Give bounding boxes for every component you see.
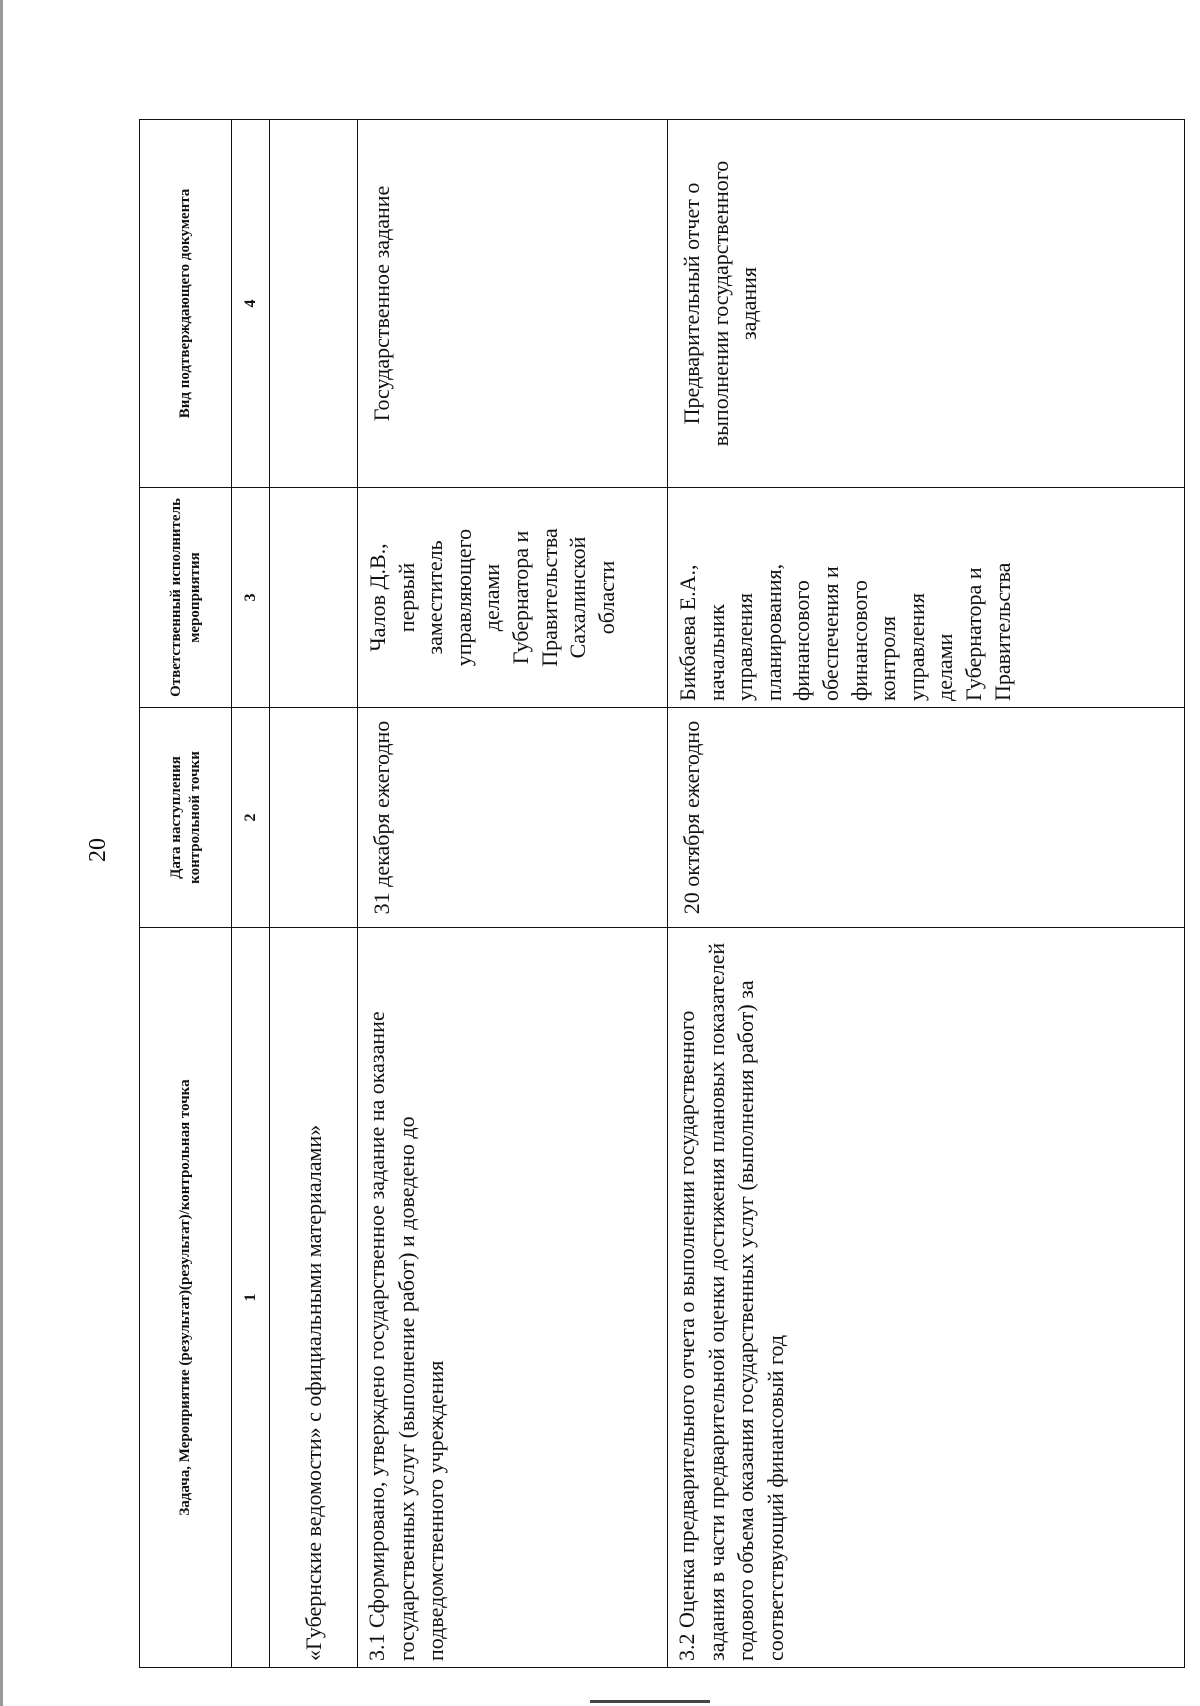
column-number: 1 [232,928,270,1668]
date-cell: 20 октября ежегодно [668,708,1185,928]
table-rotation-wrapper [139,120,1184,1668]
task-cell: 3.1 Сформировано, утверждено государственное задание на оказание государственных услуг (выполнение работ) и доведено до подведомственного учреждения [358,928,668,1668]
table-container [139,120,1184,1668]
responsible-cell: Бикбаева Е.А., начальник управления планирования, финансового обеспечения и финансового контроля управления делами Губернатора и Правительства [668,488,1185,708]
section-title: «Губернские ведомости» с официальными материалами» [270,928,358,1668]
table-row [668,120,1185,1668]
responsible-cell: Чалов Д.В., первый заместитель управляющего делами Губернатора и Правительства Сахалинской области [358,488,668,708]
header-task: Задача, Мероприятие (результат)(результат)/контрольная точка [140,928,232,1668]
table-row [358,120,668,1668]
section-row [270,120,358,1668]
page-number: 20 [85,838,111,862]
column-number: 2 [232,708,270,928]
header-date: Дата наступления контрольной точки [140,708,232,928]
scan-mark [590,1700,710,1703]
document-cell: Предварительный отчет о выполнении государственного задания [668,120,1185,488]
header-responsible: Ответственный исполнитель мероприятия [140,488,232,708]
plan-table [139,119,1185,1668]
scan-edge [0,0,3,1706]
column-number-row [232,120,270,1668]
column-number: 4 [232,120,270,488]
empty-cell [270,708,358,928]
date-cell: 31 декабря ежегодно [358,708,668,928]
column-number: 3 [232,488,270,708]
empty-cell [270,488,358,708]
task-cell: 3.2 Оценка предварительного отчета о выполнении государственного задания в части предварительной оценки достижения плановых показателей годового объема оказания государственных услуг (выполнения работ) за соответствующий финансовый год [668,928,1185,1668]
header-document: Вид подтверждающего документа [140,120,232,488]
header-row [140,120,232,1668]
empty-cell [270,120,358,488]
document-cell: Государственное задание [358,120,668,488]
